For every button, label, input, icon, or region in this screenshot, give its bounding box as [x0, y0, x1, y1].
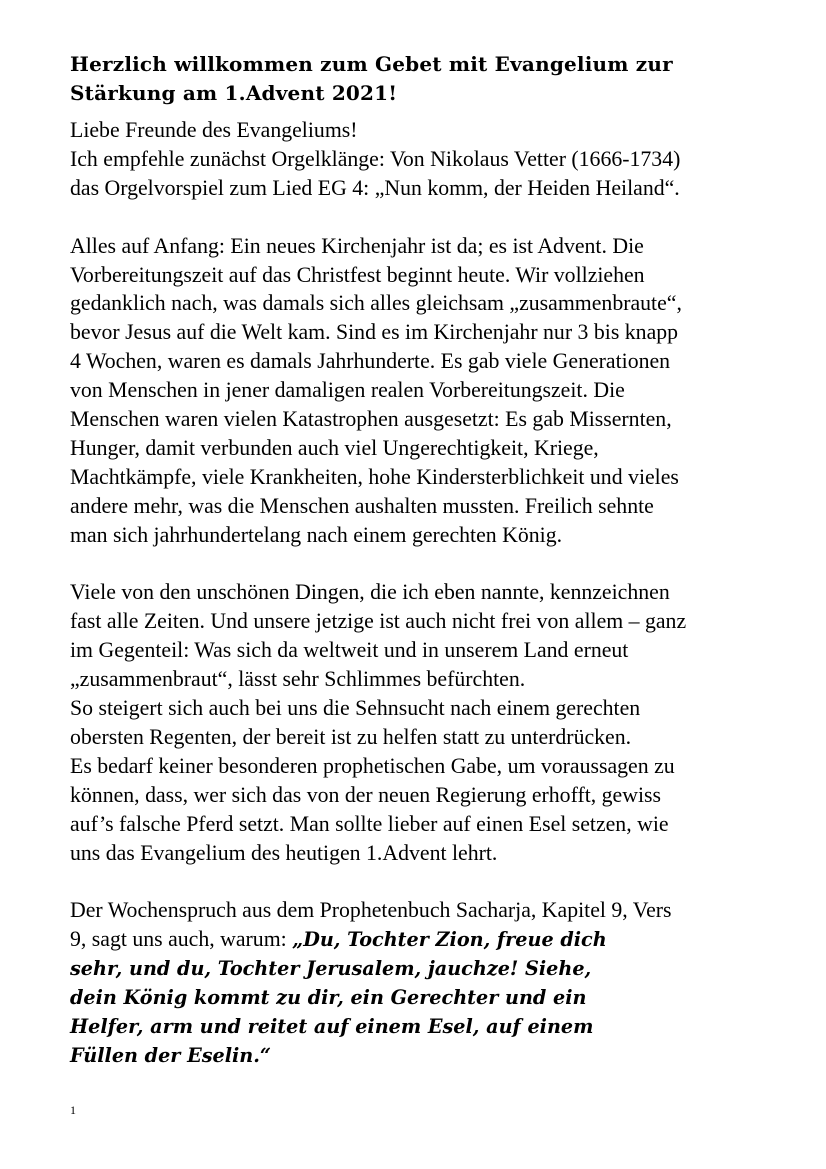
text-line: „zusammenbraut“, lässt sehr Schlimmes befürchten. [70, 667, 526, 692]
quote-fragment: „Du, Tochter Zion, freue dich [292, 928, 607, 952]
text-line: können, dass, wer sich das von der neuen Regierung erhofft, gewiss [70, 782, 661, 807]
text-line: Machtkämpfe, viele Krankheiten, hohe Kindersterblichkeit und vieles [70, 464, 679, 489]
intro-line: das Orgelvorspiel zum Lied EG 4: „Nun komm, der Heiden Heiland“. [70, 175, 680, 200]
paragraph-1 [70, 232, 782, 550]
text-line-with-quote [70, 925, 782, 955]
title-line-1: Herzlich willkommen zum Gebet mit Evangelium zur [70, 52, 673, 76]
quote-line: sehr, und du, Tochter Jerusalem, jauchze! Siehe, [70, 957, 592, 981]
text-line: im Gegenteil: Was sich da weltweit und in unserem Land erneut [70, 638, 629, 663]
text-line: Viele von den unschönen Dingen, die ich eben nannte, kennzeichnen [70, 580, 670, 605]
text-line: uns das Evangelium des heutigen 1.Advent lehrt. [70, 840, 498, 865]
text-line: auf’s falsche Pferd setzt. Man sollte lieber auf einen Esel setzen, wie [70, 811, 669, 836]
text-line: von Menschen in jener damaligen realen Vorbereitungszeit. Die [70, 378, 625, 403]
paragraph-gap [70, 550, 782, 579]
text-line: 4 Wochen, waren es damals Jahrhunderte. Es gab viele Generationen [70, 349, 671, 374]
intro-line: Ich empfehle zunächst Orgelklänge: Von Nikolaus Vetter (1666-1734) [70, 146, 681, 171]
text-line: Vorbereitungszeit auf das Christfest beginnt heute. Wir vollziehen [70, 262, 645, 287]
quote-line: Füllen der Eselin.“ [70, 1043, 271, 1067]
text-line: Menschen waren vielen Katastrophen ausgesetzt: Es gab Missernten, [70, 407, 672, 432]
text-line: fast alle Zeiten. Und unsere jetzige ist auch nicht frei von allem – ganz [70, 609, 687, 634]
title-line-2: Stärkung am 1.Advent 2021! [70, 81, 398, 105]
document-title [70, 50, 782, 108]
quote-line: Helfer, arm und reitet auf einem Esel, auf einem [70, 1015, 594, 1039]
text-line: andere mehr, was die Menschen aushalten mussten. Freilich sehnte [70, 493, 654, 518]
text-line: Alles auf Anfang: Ein neues Kirchenjahr ist da; es ist Advent. Die [70, 233, 644, 258]
document-page [70, 50, 782, 1071]
paragraph-3 [70, 896, 782, 1070]
paragraph-2 [70, 578, 782, 867]
text-line: obersten Regenten, der bereit ist zu helfen statt zu unterdrücken. [70, 725, 632, 749]
intro-paragraph [70, 116, 782, 203]
text-line: gedanklich nach, was damals sich alles gleichsam „zusammenbraute“, [70, 291, 682, 316]
text-fragment: 9, sagt uns auch, warum: [70, 927, 293, 952]
text-line: Es bedarf keiner besonderen prophetischen Gabe, um voraussagen zu [70, 753, 675, 778]
text-line: Der Wochenspruch aus dem Prophetenbuch Sacharja, Kapitel 9, Vers [70, 898, 672, 923]
text-line: man sich jahrhundertelang nach einem gerechten König. [70, 522, 563, 547]
intro-line: Liebe Freunde des Evangeliums! [70, 118, 358, 142]
text-line: So steigert sich auch bei uns die Sehnsucht nach einem gerechten [70, 696, 641, 721]
paragraph-gap [70, 203, 782, 232]
paragraph-gap [70, 868, 782, 897]
page-number: 1 [70, 1103, 76, 1117]
quote-line: dein König kommt zu dir, ein Gerechter und ein [70, 986, 587, 1010]
text-line: bevor Jesus auf die Welt kam. Sind es im Kirchenjahr nur 3 bis knapp [70, 320, 679, 345]
text-line: Hunger, damit verbunden auch viel Ungerechtigkeit, Kriege, [70, 435, 599, 460]
